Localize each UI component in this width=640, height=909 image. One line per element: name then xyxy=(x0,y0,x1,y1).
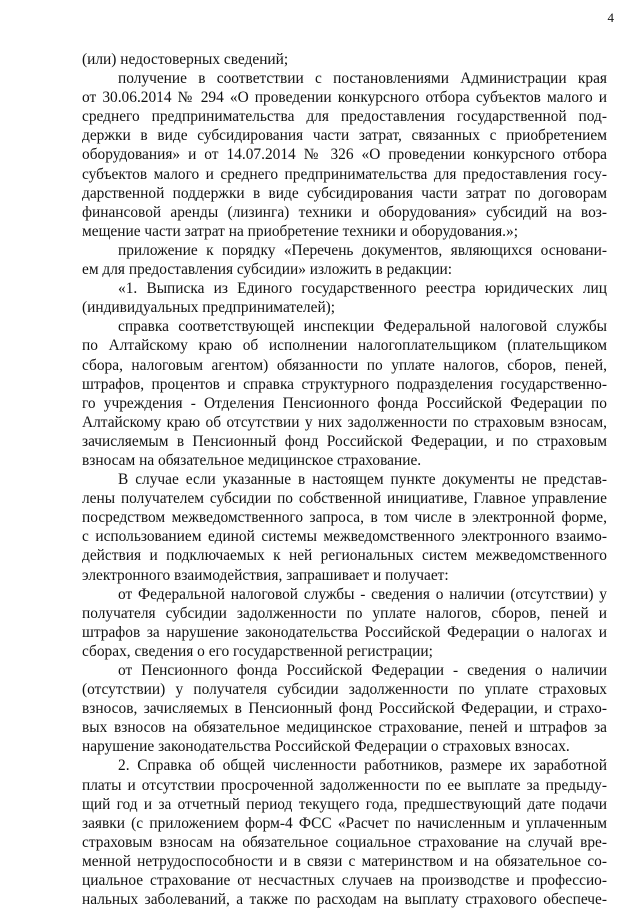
text-line: лены получателем субсидии по собственной инициативе, Главное управление xyxy=(82,490,607,508)
text-line: 2. Справка об общей численности работников, размере их заработной xyxy=(118,757,607,775)
text-line: с использованием единой системы межведомственного электронного взаимо- xyxy=(82,528,607,546)
text-line: заявки (с приложением форм-4 ФСС «Расчет по начисленным и уплаченным xyxy=(82,814,607,832)
document-body xyxy=(82,50,607,909)
text-line: Алтайскому краю об отсутствии у них задолженности по страховым взносам, xyxy=(82,413,607,431)
text-line: (отсутствии) у получателя субсидии задолженности по уплате страховых xyxy=(82,681,607,699)
text-line: В случае если указанные в настоящем пункте документы не представ- xyxy=(118,471,607,489)
text-line: нальных заболеваний, а также по расходам на выплату страхового обеспече- xyxy=(82,891,607,909)
text-line: щий год и за отчетный период текущего года, предшествующий дате подачи xyxy=(82,795,607,813)
text-line: финансовой аренды (лизинга) техники и оборудования» субсидий на воз- xyxy=(82,203,607,221)
text-line: субъектов малого и среднего предпринимательства для предоставления госу- xyxy=(82,165,607,183)
text-line: действия и подключаемых к ней региональных систем межведомственного xyxy=(82,547,607,565)
text-line: приложение к порядку «Перечень документов, являющихся основани- xyxy=(118,241,607,259)
text-line: взносам на обязательное медицинское страхование. xyxy=(82,451,422,469)
text-line: от Пенсионного фонда Российской Федерации - сведения о наличии xyxy=(118,662,607,679)
text-line: платы и отсутствии просроченной задолженности по ее выплате за предыду- xyxy=(82,776,607,794)
text-line: среднего предпринимательства для предоставления государственной под- xyxy=(82,108,607,126)
text-line: штрафов, процентов и справка структурного подразделения государственно- xyxy=(82,375,607,393)
text-line: сбора, налоговым агентом) обязанности по уплате налогов, сборов, пеней, xyxy=(82,356,607,374)
text-line: менной нетрудоспособности и в связи с материнством и на обязательное со- xyxy=(82,852,607,870)
text-line: го учреждения - Отделения Пенсионного фонда Российской Федерации по xyxy=(82,394,607,412)
text-line: (индивидуальных предпринимателей); xyxy=(82,299,336,317)
text-line: «1. Выписка из Единого государственного реестра юридических лиц xyxy=(118,280,607,298)
text-line: штрафов за нарушение законодательства Российской Федерации о налогах и xyxy=(82,623,607,641)
text-line: по Алтайскому краю об исполнении налогоплательщиком (плательщиком xyxy=(82,337,607,355)
text-line: получателя субсидии задолженности по уплате налогов, сборов, пеней и xyxy=(82,604,607,622)
text-line: сборах, сведения о его государственной регистрации; xyxy=(82,642,433,660)
text-line: от Федеральной налоговой службы - сведения о наличии (отсутствии) у xyxy=(118,585,607,603)
text-line: нарушение законодательства Российской Федерации о страховых взносах. xyxy=(82,738,570,756)
text-line: взносов, зачисляемых в Пенсионный фонд Российской Федерации, и страхо- xyxy=(82,700,607,718)
text-line: дарственной поддержки в виде субсидирования части затрат по договорам xyxy=(82,184,607,202)
text-line: зачисляемым в Пенсионный фонд Российской Федерации, и по страховым xyxy=(82,432,607,450)
text-line: оборудования» и от 14.07.2014 № 326 «О проведении конкурсного отбора xyxy=(82,146,607,164)
page-number: 4 xyxy=(607,10,614,25)
text-line: посредством межведомственного запроса, в том числе в электронной форме, xyxy=(82,509,607,527)
text-line: справка соответствующей инспекции Федеральной налоговой службы xyxy=(118,318,607,336)
text-line: вых взносов на обязательное медицинское страхование, пеней и штрафов за xyxy=(82,719,607,737)
text-line: от 30.06.2014 № 294 «О проведении конкурсного отбора субъектов малого и xyxy=(82,89,607,107)
text-line: электронного взаимодействия, запрашивает и получает: xyxy=(82,566,449,584)
text-line: циальное страхование от несчастных случаев на производстве и профессио- xyxy=(82,872,607,890)
text-line: страховым взносам на обязательное социальное страхование на случай вре- xyxy=(82,833,607,851)
text-line: держки в виде субсидирования части затрат, связанных с приобретением xyxy=(82,127,607,145)
text-line: мещение части затрат на приобретение техники и оборудования.»; xyxy=(82,222,518,240)
text-line: (или) недостоверных сведений; xyxy=(82,51,289,68)
text-line: получение в соответствии с постановлениями Администрации края xyxy=(118,70,607,88)
text-line: ем для предоставления субсидии» изложить в редакции: xyxy=(82,261,453,279)
